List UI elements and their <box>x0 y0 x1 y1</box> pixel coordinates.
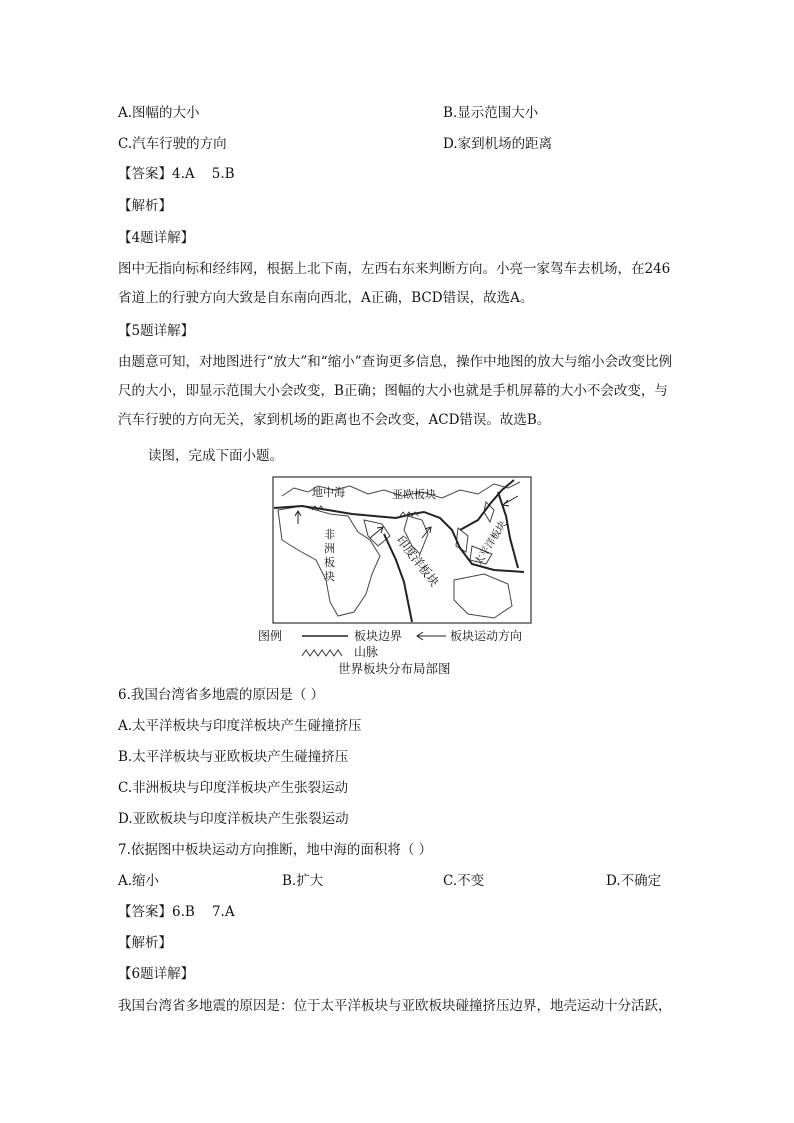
label-african-3: 板 <box>324 556 335 569</box>
detail5-title: 【5题详解】 <box>118 323 195 339</box>
q7-option-c: C.不变 <box>443 873 485 889</box>
q6-option-a: A.太平洋板块与印度洋板块产生碰撞挤压 <box>118 718 362 734</box>
map-caption: 世界板块分布局部图 <box>338 661 451 676</box>
analysis-heading-2: 【解析】 <box>118 935 172 951</box>
label-mediterranean: 地中海 <box>312 486 345 499</box>
label-pacific: 太平洋板块 <box>473 519 510 568</box>
legend-arrow-icon <box>414 628 448 644</box>
label-african-2: 洲 <box>324 542 335 555</box>
label-indian: 印度洋板块 <box>393 533 442 590</box>
answer-tag-2: 【答案】 <box>118 904 172 920</box>
q6-stem: 6.我国台湾省多地震的原因是（ ） <box>118 687 325 703</box>
legend-boundary: 板块边界 <box>354 629 403 643</box>
legend-motion: 板块运动方向 <box>450 629 523 643</box>
analysis-heading: 【解析】 <box>118 198 172 214</box>
legend-boundary-line <box>300 628 350 644</box>
label-african-1: 非 <box>324 528 335 541</box>
plate-map <box>272 476 532 624</box>
answer-line-2 <box>118 902 235 922</box>
answer-tag: 【答案】 <box>118 166 172 182</box>
q6-option-b: B.太平洋板块与亚欧板块产生碰撞挤压 <box>118 749 349 765</box>
detail4-title: 【4题详解】 <box>118 230 195 246</box>
legend-title: 图例 <box>258 629 283 643</box>
q7-stem: 7.依据图中板块运动方向推断，地中海的面积将（ ） <box>118 842 433 858</box>
legend-mountain: 山脉 <box>354 645 379 659</box>
detail4-text: 图中无指向标和经纬网，根据上北下南，左西右东来判断方向。小亮一家驾车去机场，在246省道上的行驶方向大致是自东南向西北，A正确，BCD错误，故选A。 <box>118 261 671 306</box>
option-c: C.汽车行驶的方向 <box>118 136 227 152</box>
q7-option-b: B.扩大 <box>282 873 324 889</box>
label-eurasian: 亚欧板块 <box>392 488 436 501</box>
answer-value-2: 6.B 7.A <box>172 904 235 920</box>
option-b: B.显示范围大小 <box>443 105 539 121</box>
intro-text: 读图，完成下面小题。 <box>148 448 283 464</box>
answer-line <box>118 164 235 184</box>
detail6-title: 【6题详解】 <box>118 966 195 982</box>
option-d: D.家到机场的距离 <box>443 136 553 152</box>
q7-option-a: A.缩小 <box>118 873 160 889</box>
label-african-4: 块 <box>324 570 335 583</box>
legend-mountain-icon <box>300 646 350 658</box>
q7-option-d: D.不确定 <box>606 873 662 889</box>
q6-option-d: D.亚欧板块与印度洋板块产生张裂运动 <box>118 811 349 827</box>
detail6-text: 我国台湾省多地震的原因是：位于太平洋板块与亚欧板块碰撞挤压边界，地壳运动十分活跃， <box>118 998 672 1014</box>
q6-option-c: C.非洲板块与印度洋板块产生张裂运动 <box>118 780 349 796</box>
option-a: A.图幅的大小 <box>118 105 200 121</box>
detail5-text: 由题意可知，对地图进行“放大”和“缩小”查询更多信息，操作中地图的放大与缩小会改变比例尺的大小，即显示范围大小会改变，B正确；图幅的大小也就是手机屏幕的大小不会改变，与汽车行驶的方向无关，家到机场的距离也不会改变，ACD错误。故选B。 <box>118 354 673 428</box>
answer-value: 4.A 5.B <box>172 166 235 182</box>
plate-map-svg <box>272 476 532 624</box>
